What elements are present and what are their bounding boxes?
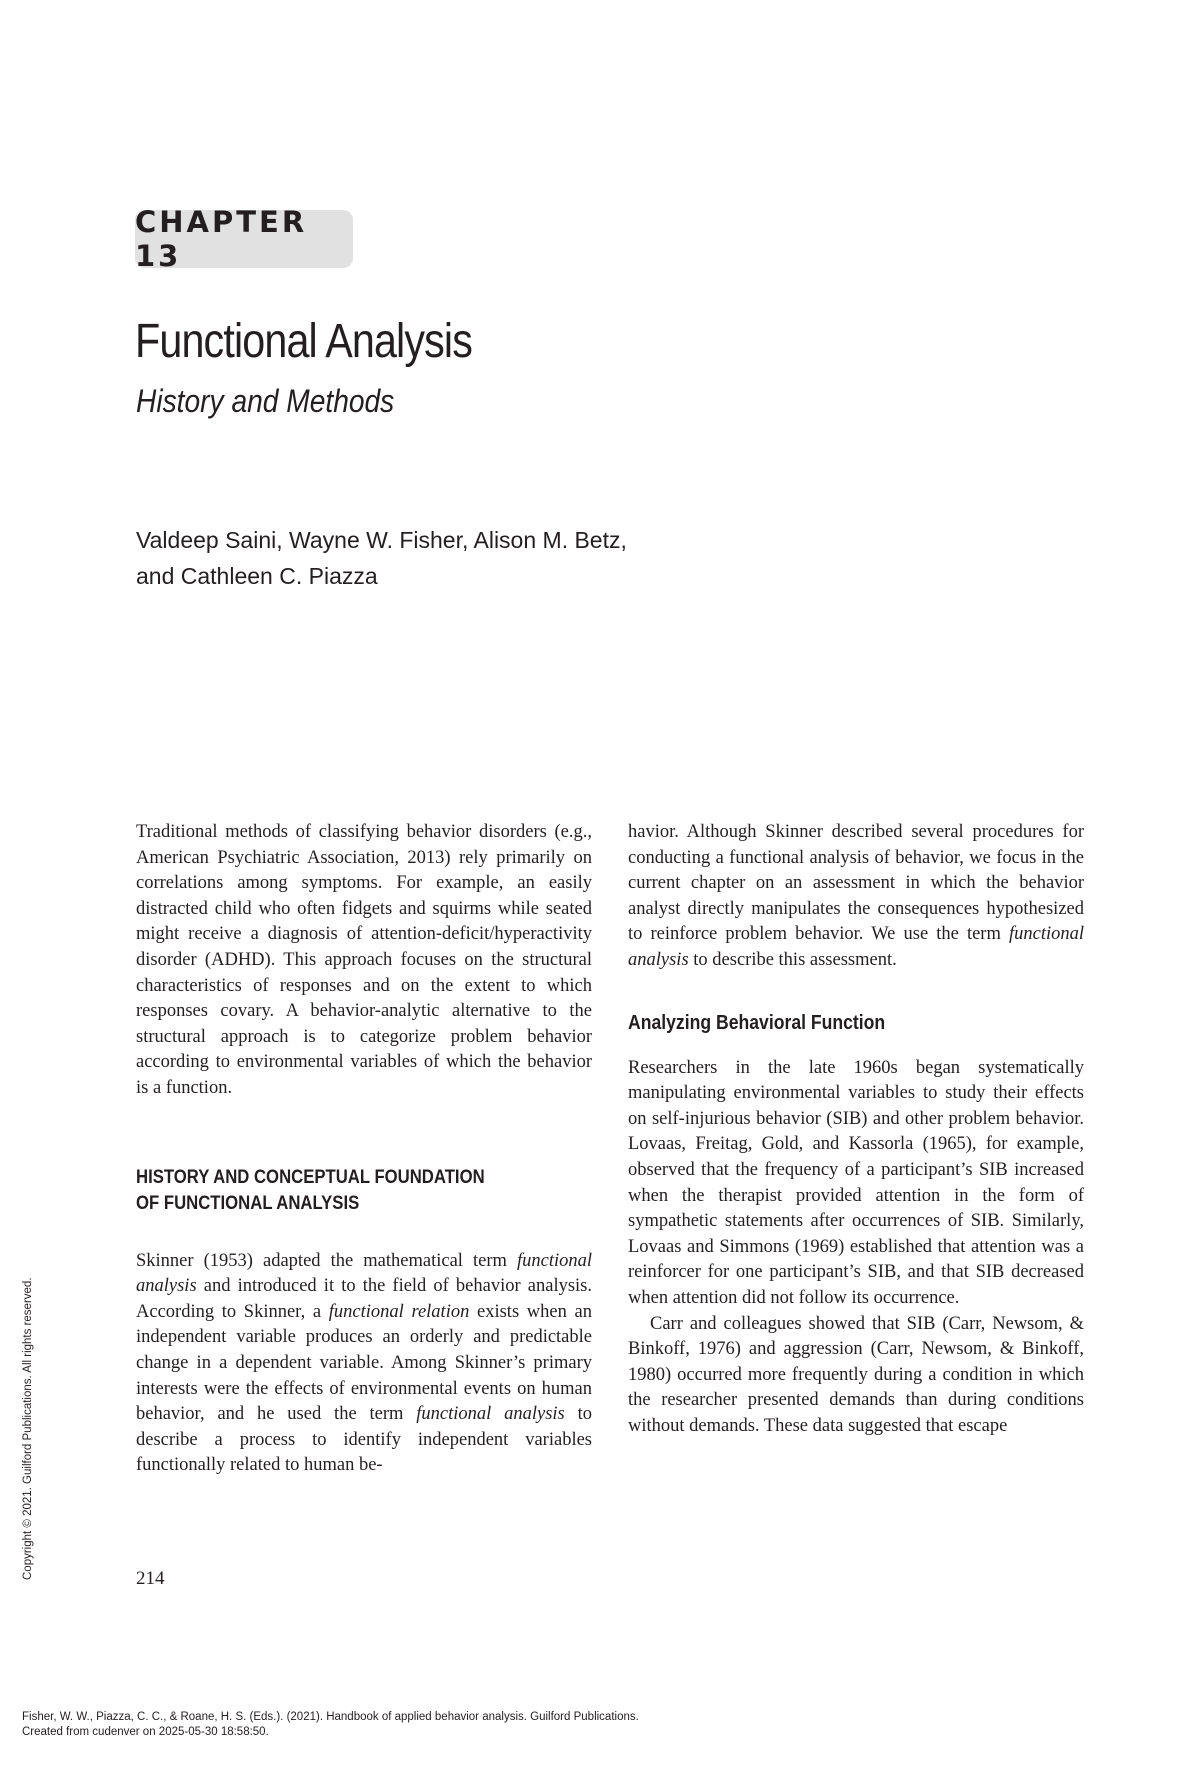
page-number: 214 bbox=[136, 1568, 165, 1589]
section-heading-line-2: OF FUNCTIONAL ANALYSIS bbox=[136, 1192, 360, 1214]
text-run: Skinner (1953) adapted the mathematical term bbox=[136, 1250, 517, 1271]
side-copyright-notice: Copyright © 2021. Guilford Publications. All rights reserved. bbox=[22, 1277, 34, 1580]
text-run: to describe this assessment. bbox=[688, 949, 897, 970]
paragraph-researchers: Researchers in the late 1960s began systematically manipulating environmental variables to study their effects on self-injurious behavior (SIB) and other problem behavior. Lovaas, Freitag, Gold, and Kassorla (1965), for example, observed that the frequency of a participant’s SIB increased when the therapist provided attention in the form of sympathetic statements after occurrences of SIB. Similarly, Lovaas and Simmons (1969) established that attention was a reinforcer for one participant’s SIB, and that SIB decreased when attention did not follow its occurrence. bbox=[628, 1057, 1084, 1308]
chapter-subtitle: History and Methods bbox=[136, 383, 395, 419]
citation-footer bbox=[22, 1710, 639, 1740]
paragraph-carr: Carr and colleagues showed that SIB (Carr, Newsom, & Binkoff, 1976) and aggression (Carr, Newsom, & Binkoff, 1980) occurred more frequently during a condition in which the researcher presented demands than during conditions without demands. These data suggested that escape bbox=[628, 1313, 1084, 1436]
chapter-badge: CHAPTER 13 bbox=[135, 210, 353, 268]
intro-paragraph: Traditional methods of classifying behavior disorders (e.g., American Psychiatric Association, 2013) rely primarily on correlations among symptoms. For example, an easily distracted child who often fidgets and squirms while seated might receive a diagnosis of attention-deficit/hyperactivity disorder (ADHD). This approach focuses on the structural characteristics of responses and on the extent to which responses covary. A behavior-analytic alternative to the structural approach is to categorize problem behavior according to environmental variables of which the behavior is a function. bbox=[136, 822, 592, 1098]
section-heading-line-1: HISTORY AND CONCEPTUAL FOUNDATION bbox=[136, 1166, 485, 1188]
text-run: havior. Although Skinner described several procedures for conducting a functional analysis of behavior, we focus in the current chapter on an assessment in which the behavior analyst directly manipulates the consequences hypothesized to reinforce problem behavior. We use the term bbox=[628, 822, 1084, 945]
authors-line-2: and Cathleen C. Piazza bbox=[136, 563, 378, 589]
paragraph-skinner bbox=[136, 1249, 592, 1479]
right-column bbox=[628, 820, 1084, 1439]
footer-citation-line: Fisher, W. W., Piazza, C. C., & Roane, H. S. (Eds.). (2021). Handbook of applied behavior analysis. Guilford Publications. bbox=[22, 1711, 639, 1723]
text-run: and introduced it to the field of behavior analysis. According to Skinner, a bbox=[136, 1276, 592, 1322]
text-run: exists when an independent variable produces an orderly and predictable change in a dependent variable. Among Skinner’s primary interests were the effects of environmental events on human behavior, and he used the term bbox=[136, 1301, 592, 1425]
emphasis-term: functional analysis bbox=[628, 924, 1084, 970]
chapter-title: Functional Analysis bbox=[135, 315, 473, 368]
authors-line-1: Valdeep Saini, Wayne W. Fisher, Alison M. Betz, bbox=[136, 527, 627, 553]
emphasis-term: functional analysis bbox=[416, 1404, 565, 1425]
text-run: to describe a process to identify independent variables functionally related to human be- bbox=[136, 1404, 592, 1476]
section-heading-analyzing: Analyzing Behavioral Function bbox=[628, 1011, 886, 1034]
emphasis-term: functional relation bbox=[328, 1301, 470, 1322]
emphasis-term: functional analysis bbox=[136, 1250, 592, 1297]
author-list bbox=[136, 522, 627, 594]
paragraph-continuation bbox=[628, 820, 1084, 974]
left-column bbox=[136, 820, 592, 1479]
footer-created-line: Created from cudenver on 2025-05-30 18:58:50. bbox=[22, 1726, 269, 1738]
section-heading-history bbox=[136, 1165, 537, 1217]
